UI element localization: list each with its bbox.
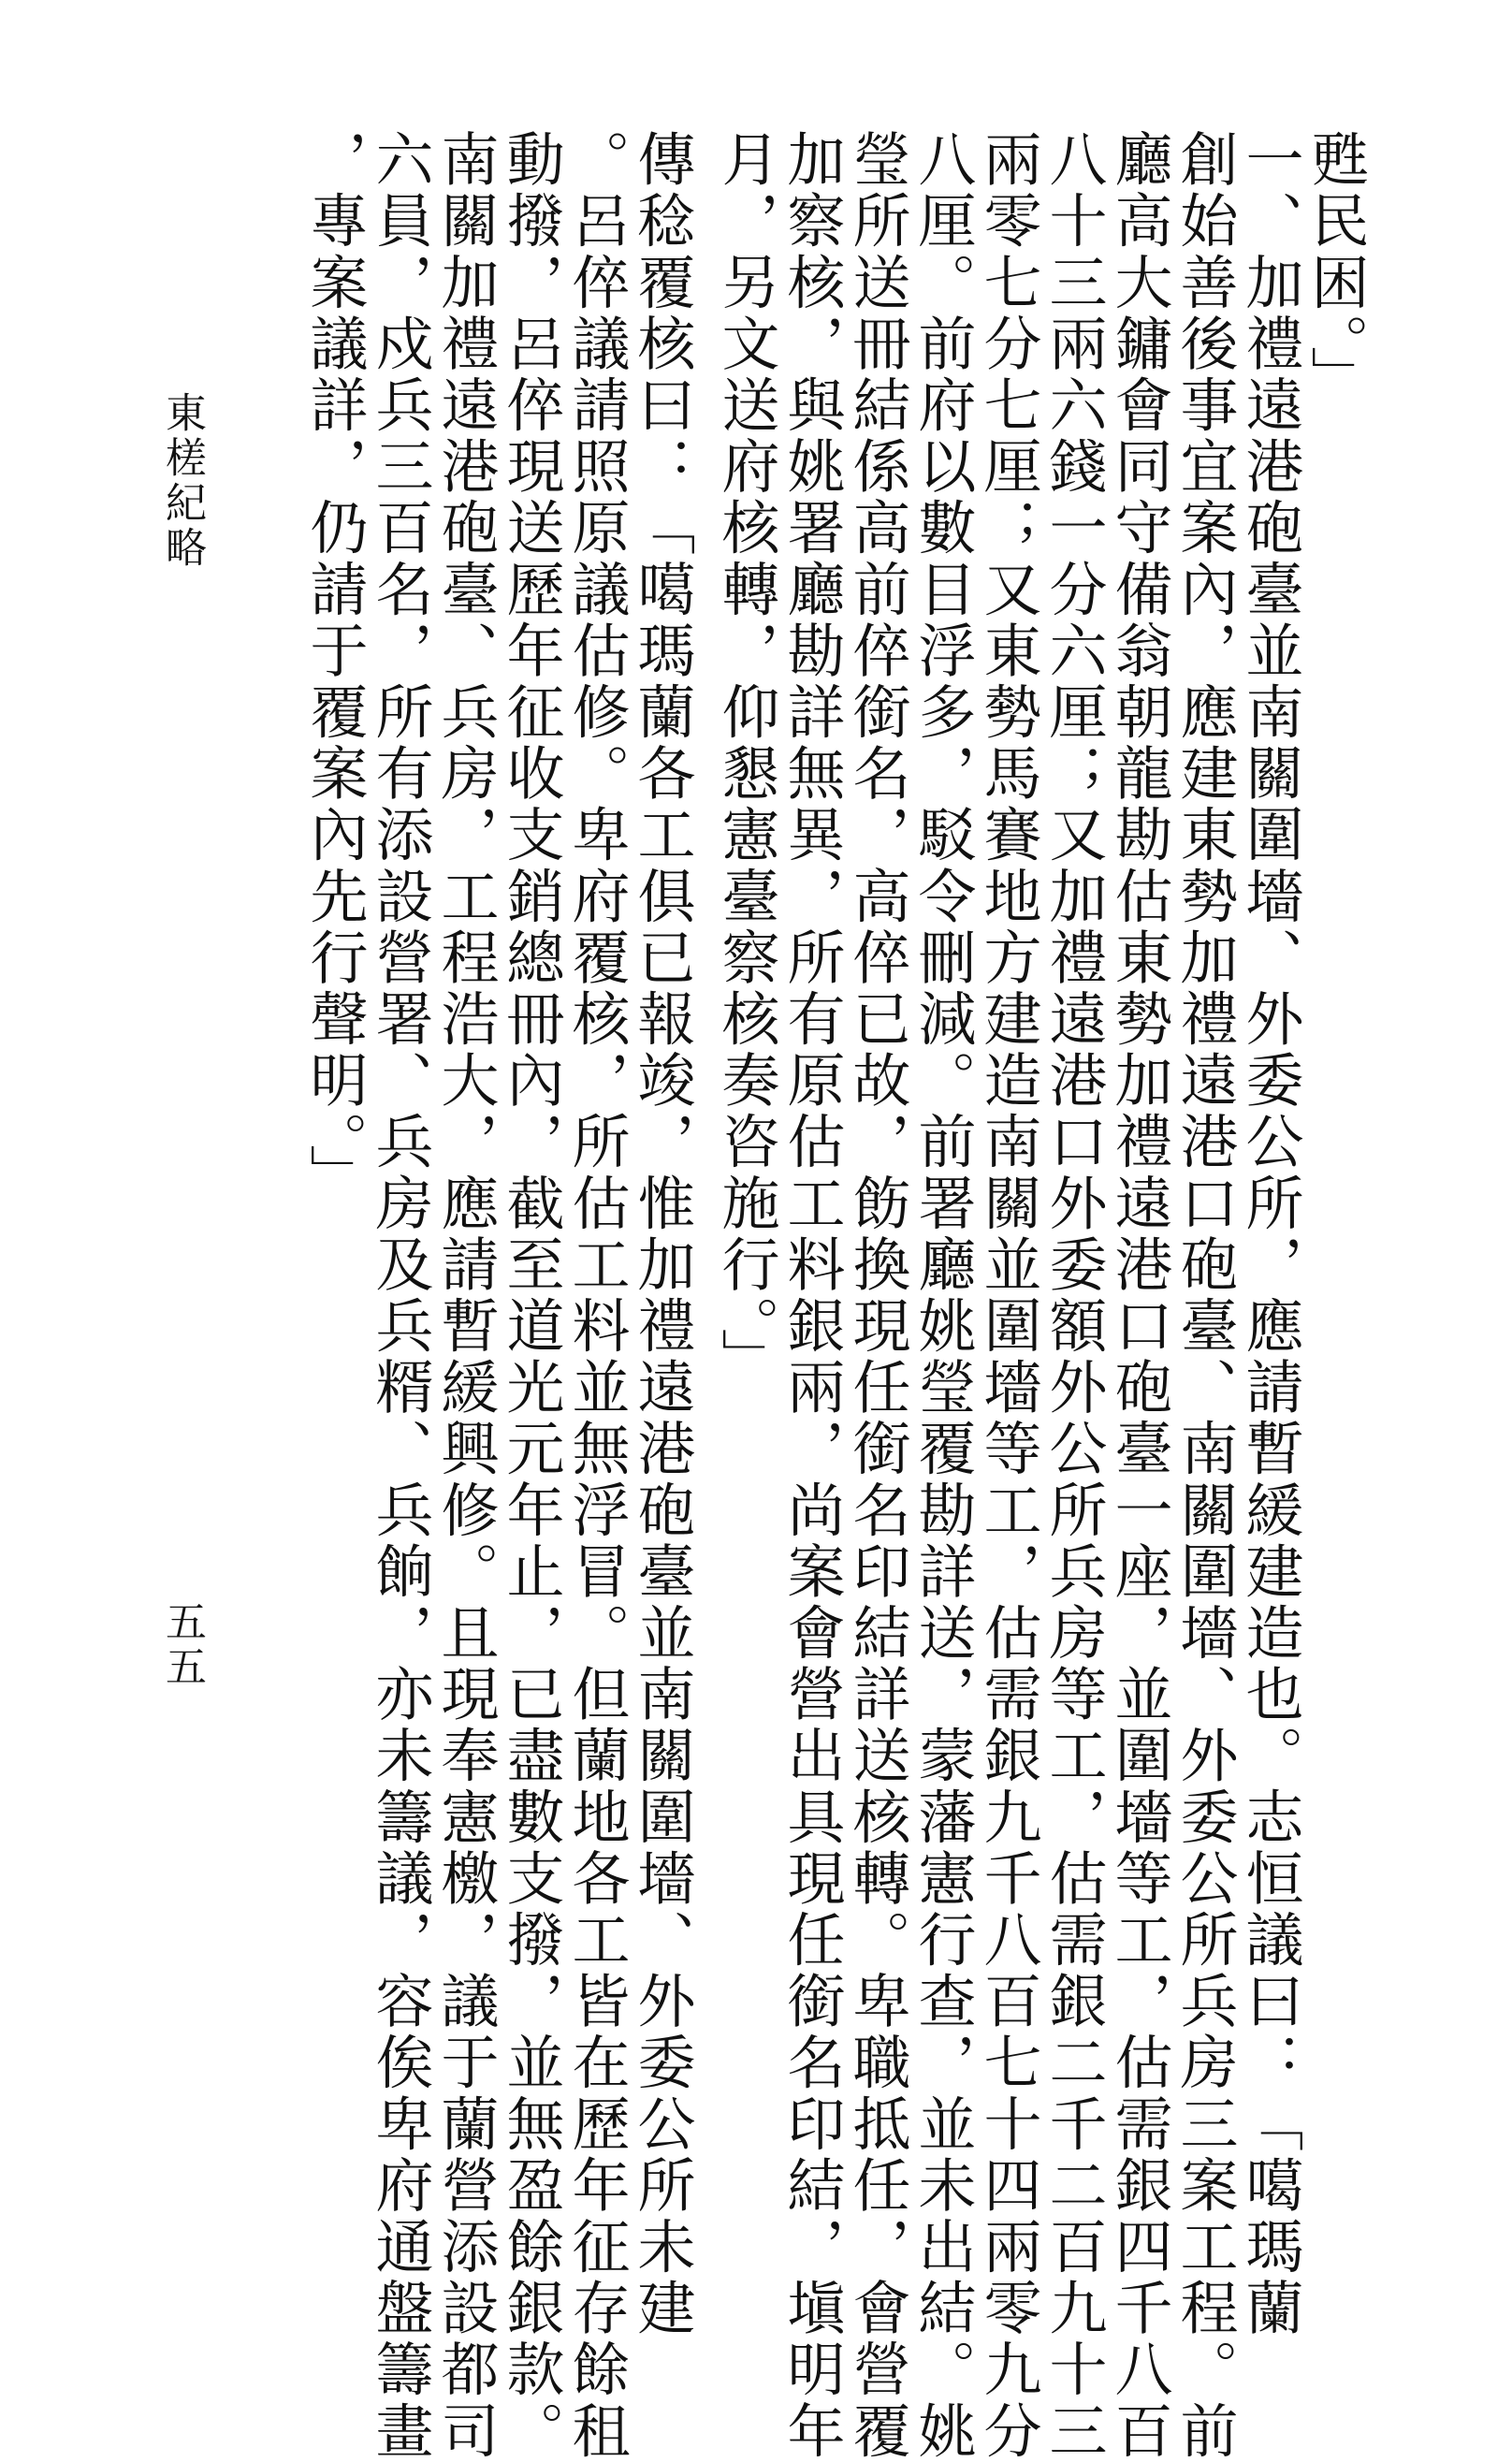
book-title: 東槎紀略 xyxy=(158,391,206,571)
text-column-6: 兩零七分七厘；又東勢馬賽地方建造南關並圍墻等工，估需銀九千八百七十四兩零九分 xyxy=(974,129,1042,2462)
text-column-2: 一、加禮遠港砲臺並南關圍墻、外委公所，應請暫緩建造也。志恒議曰：「噶瑪蘭 xyxy=(1236,129,1304,2339)
text-column-1: 甦民困。」 xyxy=(1301,129,1370,407)
text-column-13: 動撥，呂倅現送歷年征收支銷總冊內，截至道光元年止，已盡數支撥，並無盈餘銀款。 xyxy=(497,129,565,2462)
text-column-14: 南關加禮遠港砲臺、兵房，工程浩大，應請暫緩興修。且現奉憲檄，議于蘭營添設都司 xyxy=(431,129,500,2462)
text-column-15: 六員，戍兵三百名，所有添設營署、兵房及兵糈、兵餉，亦未籌議，容俟卑府通盤籌畫 xyxy=(366,129,434,2462)
text-column-10: 月，另文送府核轉，仰懇憲臺察核奏咨施行。」 xyxy=(712,129,780,1390)
page-number: 五五 xyxy=(158,1600,206,1690)
text-column-5: 八十三兩六錢一分六厘；又加禮遠港口外委額外公所兵房等工，估需銀二千二百九十三 xyxy=(1040,129,1108,2462)
text-column-4: 廳高大鏞會同守備翁朝龍勘估東勢加禮遠港口砲臺一座，並圍墻等工，估需銀四千八百 xyxy=(1105,129,1173,2462)
text-column-3: 創始善後事宜案內，應建東勢加禮遠港口砲臺、南關圍墻、外委公所兵房三案工程。前 xyxy=(1170,129,1239,2462)
text-column-9: 加察核，與姚署廳勘詳無異，所有原估工料銀兩，尚案會營出具現任銜名印結，塡明年 xyxy=(778,129,846,2462)
text-column-11: 傳稔覆核曰：「噶瑪蘭各工俱已報竣，惟加禮遠港砲臺並南關圍墻、外委公所未建 xyxy=(628,129,696,2339)
text-column-8: 瑩所送冊結係高前倅銜名，高倅已故，飭換現任銜名印結詳送核轉。卑職抵任，會營覆 xyxy=(843,129,911,2462)
text-column-12: 。呂倅議請照原議估修。卑府覆核，所估工料並無浮冒。但蘭地各工皆在歷年征存餘租 xyxy=(562,129,631,2462)
text-column-16: ，專案議詳，仍請于覆案內先行聲明。」 xyxy=(300,129,369,1205)
text-column-7: 八厘。前府以數目浮多，駁令刪減。前署廳姚瑩覆勘詳送，蒙藩憲行查，並未出結。姚 xyxy=(909,129,977,2462)
